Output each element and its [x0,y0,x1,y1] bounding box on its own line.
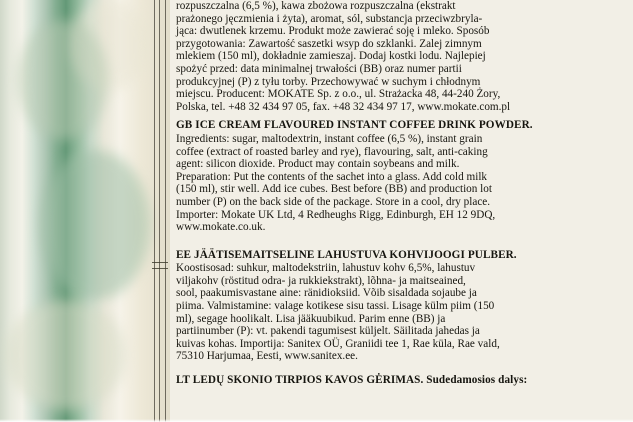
text-line: number (P) on the back side of the package. Store in a cool, dry place. [176,195,491,208]
text-line: rozpuszczalna (6,5 %), kawa zbożowa rozpuszczalna (ekstrakt [176,0,456,12]
photo-blob [40,150,150,300]
text-line: Ingredients: sugar, maltodextrin, instant coffee (6,5 %), instant grain [176,132,483,145]
text-line: (150 ml), stir well. Add ice cubes. Best before (BB) and production lot [176,183,492,196]
text-line: jąca: dwutlenek krzemu. Produkt może zawierać soję i mleko. Sposób [176,25,490,38]
text-line: miejscu. Producent: MOKATE Sp. z o.o., ul. Strażacka 48, 44-240 Żory, [176,88,501,101]
section-heading-lt: LT LEDŲ SKONIO TIRPIOS KAVOS GĖRIMAS. Sudedamosios dalys: [176,374,528,387]
divider-line [165,0,166,422]
text-line: ml), segage hoolikalt. Lisa jääkuubikud. Parim enne (BB) ja [176,312,446,325]
text-line: spożyć przed: data minimalnej trwałości (BB) oraz numer partii [176,62,462,75]
section-gap [176,363,631,368]
text-line: partiinumber (P): vt. pakendi tagumisest küljelt. Säilitada jahedas ja [176,325,480,338]
section-gap [176,234,631,243]
text-line: piima. Valmistamine: valage kotikese sisu tassi. Lisage külm piim (150 [176,300,495,313]
text-line: coffee (extract of roasted barley and rye), flavouring, salt, anti-caking [176,145,488,158]
text-line: www.mokate.co.uk. [176,221,266,234]
section-gb [176,119,631,233]
photo-blob [6,300,126,410]
text-line: Importer: Mokate UK Ltd, 4 Redheughs Rigg, Edinburgh, EH 12 9DQ, [176,208,496,221]
packaging-photo-strip [0,0,170,422]
photo-blob [18,20,108,140]
fold-divider-lines [150,0,172,422]
text-line: 75310 Harjumaa, Eesti, www.sanitex.ee. [176,350,358,363]
text-line: kuivas kohas. Importija: Sanitex OÜ, Graniidi tee 1, Rae küla, Rae vald, [176,337,500,350]
divider-line [159,0,160,422]
section-heading-gb: GB ICE CREAM FLAVOURED INSTANT COFFEE DRINK POWDER. [176,119,533,132]
section-ee [176,249,631,363]
section-pl-top [176,0,631,113]
text-line: przygotowania: Zawartość saszetki wsyp do szklanki. Zalej zimnym [176,37,482,50]
text-line: prażonego jęczmienia i żyta), aromat, sól, substancja przeciwzbryla- [176,12,483,25]
label-text-column [176,0,631,422]
text-line: mlekiem (150 ml), dokładnie zamieszaj. Dodaj kostki lodu. Najlepiej [176,50,486,63]
text-line: viljakohv (röstitud odra- ja rukkiekstrakt), lõhna- ja maitseained, [176,274,466,287]
text-line: agent: silicon dioxide. Product may contain soybeans and milk. [176,158,460,171]
section-heading-ee: EE JÄÄTISEMAITSELINE LAHUSTUVA KOHVIJOOGI PULBER. [176,248,517,261]
text-line: produkcyjnej (P) z tyłu torby. Przechowywać w suchym i chłodnym [176,75,481,88]
text-line: Polska, tel. +48 32 434 97 05, fax. +48 32 434 97 17, www.mokate.com.pl [176,100,511,113]
divider-line [154,0,155,422]
text-line: Koostisosad: suhkur, maltodekstriin, lahustuv kohv 6,5%, lahustuv [176,262,476,275]
section-lt [176,374,631,387]
text-line: Preparation: Put the contents of the sachet into a glass. Add cold milk [176,170,488,183]
divider-tick [152,262,168,263]
text-line: sool, paakumisvastane aine: ränidioksiid. Võib sisaldada sojaube ja [176,287,477,300]
divider-tick [152,268,168,269]
